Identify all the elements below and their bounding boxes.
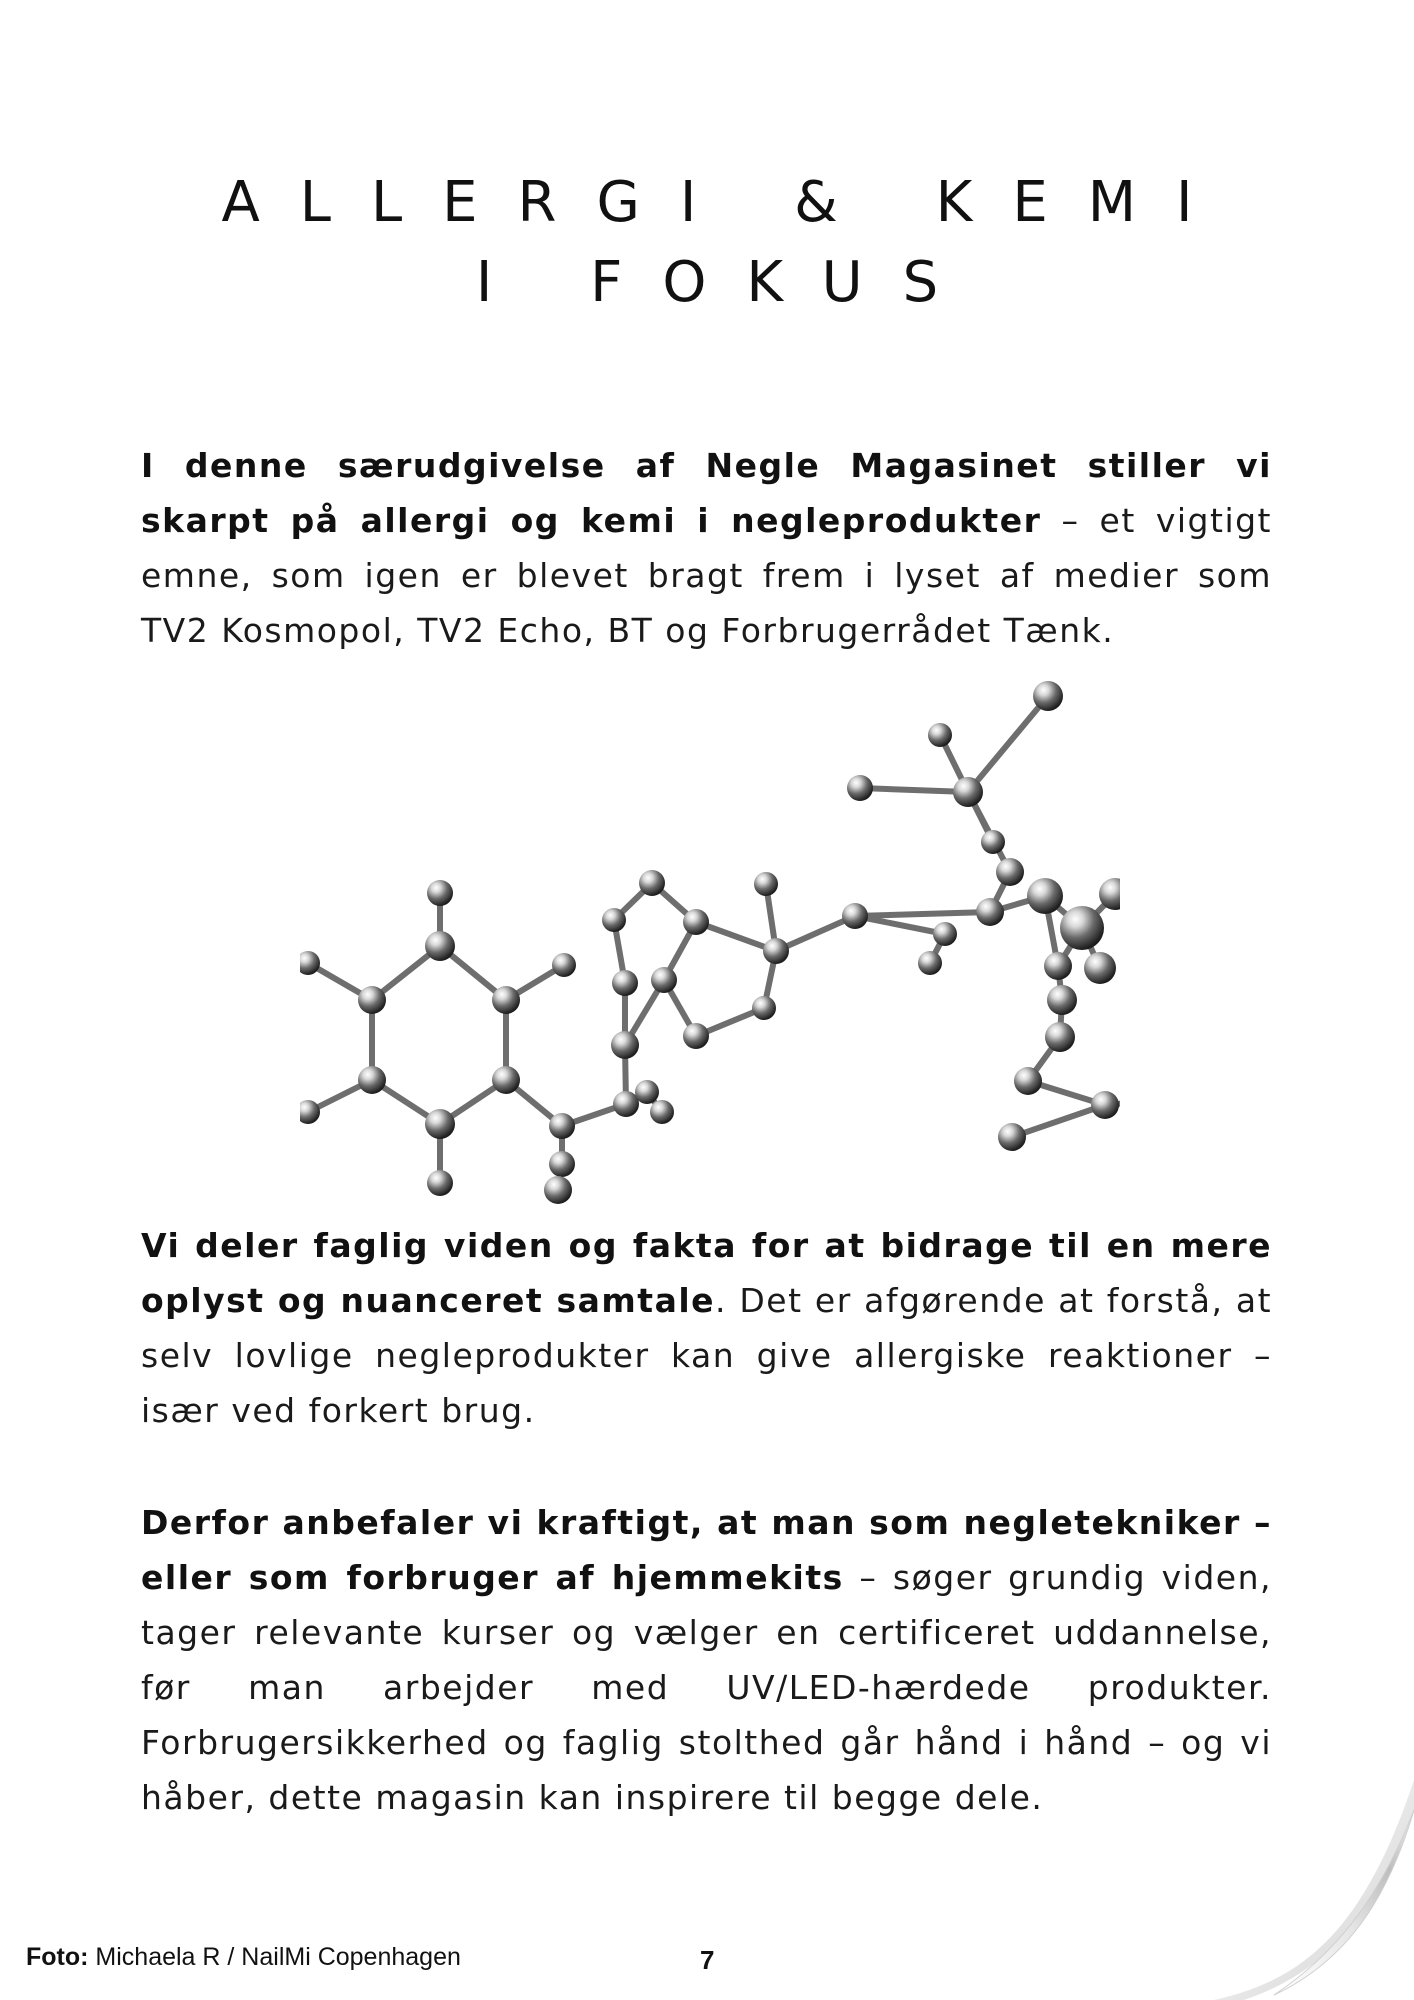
molecule-atom <box>754 872 778 896</box>
molecule-atom <box>549 1113 575 1139</box>
molecule-atom <box>998 1123 1026 1151</box>
photo-credit-text: Michaela R / NailMi Copenhagen <box>88 1943 461 1971</box>
molecule-atom <box>552 953 576 977</box>
molecule-atom <box>427 880 453 906</box>
molecule-atom <box>650 1100 674 1124</box>
recommendation-bold-text: Derfor anbefaler vi kraftigt, at man som negletekniker – eller som forbruger af hjemmekits <box>141 1503 1272 1597</box>
molecule-atom <box>847 775 873 801</box>
page-title-line-1: ALLERGI & KEMI <box>221 170 1233 235</box>
molecule-atom <box>1091 1091 1119 1119</box>
molecule-atom <box>635 1080 659 1104</box>
molecule-atom <box>752 996 776 1020</box>
molecule-atom <box>683 1023 709 1049</box>
molecule-bond <box>855 912 990 916</box>
page-title-line-2: I FOKUS <box>475 250 979 315</box>
molecule-atom <box>639 870 665 896</box>
photo-credit-label: Foto: <box>26 1943 89 1971</box>
intro-text: – et vigtigt emne, som igen er blevet bragt frem i lyset af medier som TV2 Kosmopol, TV2 Echo, BT og Forbrugerrådet Tænk. <box>141 501 1272 650</box>
molecule-atom <box>1084 952 1116 984</box>
recommendation-text: – søger grundig viden, tager relevante kurser og vælger en certificeret uddannelse, før man arbejder med UV/LED-hærdede produkter. Forbrugersikkerhed og faglig stolthed går hånd i hånd – og vi håber, dette magasin kan inspirere til begge dele. <box>141 1558 1272 1817</box>
molecule-atom <box>1027 878 1063 914</box>
molecule-atom <box>683 909 709 935</box>
knowledge-text: . Det er afgørende at forstå, at selv lovlige negleprodukter kan give allergiske reaktioner – især ved forkert brug. <box>141 1281 1273 1430</box>
knowledge-paragraph <box>141 1218 1272 1438</box>
molecule-atom <box>928 723 952 747</box>
molecule-atom <box>358 986 386 1014</box>
molecule-atom <box>358 1066 386 1094</box>
molecule-atom <box>996 858 1024 886</box>
molecule-atom <box>918 951 942 975</box>
molecule-atom <box>549 1151 575 1177</box>
molecule-atom <box>492 986 520 1014</box>
molecule-illustration <box>300 680 1120 1210</box>
molecule-atom <box>763 938 789 964</box>
molecule-bond <box>860 788 968 792</box>
knowledge-bold-text: Vi deler faglig viden og fakta for at bidrage til en mere oplyst og nuanceret samtale <box>141 1226 1272 1320</box>
molecule-atom <box>1044 952 1072 980</box>
intro-paragraph <box>141 438 1272 658</box>
molecule-atom <box>611 1031 639 1059</box>
page-curl-decoration <box>1214 1780 1414 2000</box>
molecule-atom <box>427 1170 453 1196</box>
molecule-atom <box>544 1176 572 1204</box>
molecule-atom <box>1060 906 1104 950</box>
intro-bold-text: I denne særudgivelse af Negle Magasinet stiller vi skarpt på allergi og kemi i negleprodukter <box>141 446 1272 540</box>
molecule-bond <box>968 696 1048 792</box>
page-number: 7 <box>700 1945 715 1975</box>
molecule-atom <box>1033 681 1063 711</box>
photo-credit <box>26 1943 461 1972</box>
molecule-atom <box>933 922 957 946</box>
molecule-atom <box>1045 1022 1075 1052</box>
molecule-atom <box>602 908 626 932</box>
molecule-atom <box>651 967 677 993</box>
molecule-atom <box>976 898 1004 926</box>
molecule-atom <box>613 1091 639 1117</box>
molecule-bond <box>1012 1105 1105 1137</box>
molecule-atom <box>425 1109 455 1139</box>
molecule-atom <box>425 931 455 961</box>
molecule-atom <box>492 1066 520 1094</box>
molecule-atom <box>981 830 1005 854</box>
molecule-atom <box>300 1100 320 1124</box>
molecule-atom <box>953 777 983 807</box>
molecule-atom <box>1047 985 1077 1015</box>
molecule-atom <box>612 970 638 996</box>
molecule-atom <box>842 903 868 929</box>
recommendation-paragraph <box>141 1495 1272 1825</box>
molecule-bond <box>855 916 945 934</box>
molecule-atom <box>1014 1067 1042 1095</box>
